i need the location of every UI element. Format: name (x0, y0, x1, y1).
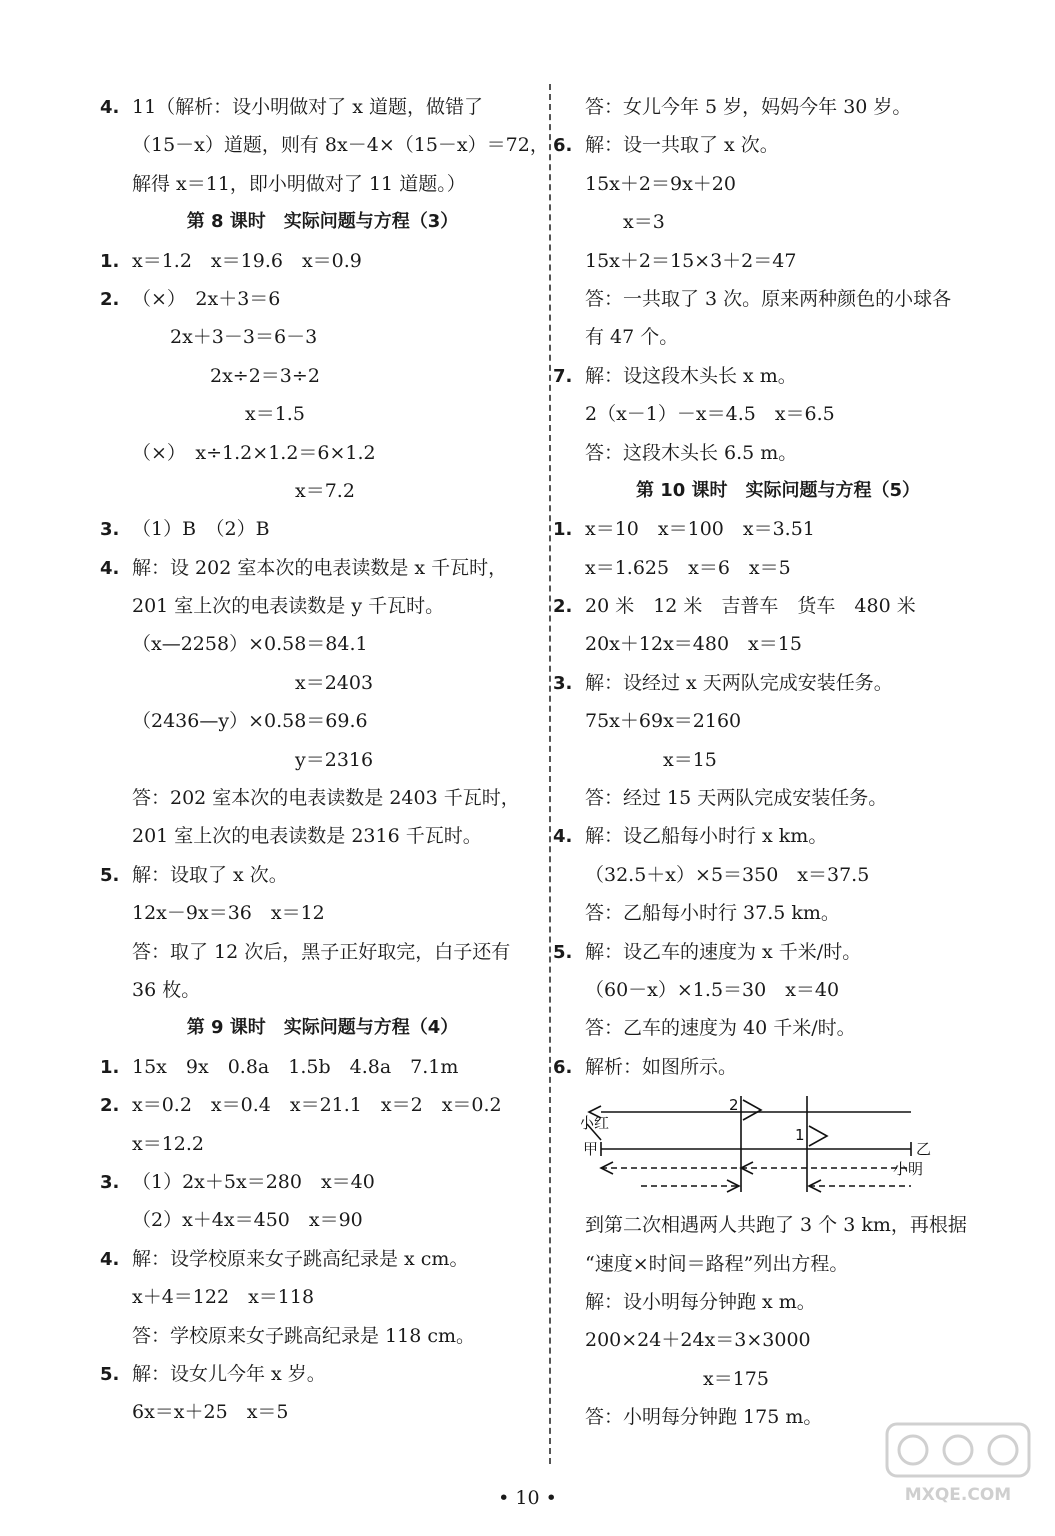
line-text: 答：取了 12 次后，黑子正好取完，白子还有 (132, 940, 511, 963)
text-line (553, 817, 1003, 855)
line-text: x＝10 x＝100 x＝3.51 (585, 518, 815, 541)
text-line (553, 434, 1003, 472)
text-line (553, 971, 1003, 1009)
line-text: （32.5＋x）×5＝350 x＝37.5 (585, 863, 870, 886)
text-line (553, 587, 1003, 625)
line-text: （×） x÷1.2×1.2＝6×1.2 (132, 441, 376, 464)
label-yi: 乙 (916, 1140, 932, 1159)
line-text: x＝3 (623, 211, 665, 234)
line-text: 2（x－1）－x＝4.5 x＝6.5 (585, 403, 835, 426)
text-line (100, 856, 545, 894)
line-text: 答：乙车的速度为 40 千米/时。 (585, 1017, 856, 1040)
item-number: 4. (100, 1248, 120, 1270)
mark-1: 1 (795, 1126, 805, 1145)
line-text: 6x＝x＋25 x＝5 (132, 1401, 289, 1424)
line-text: y＝2316 (295, 748, 374, 771)
line-text: 第 8 课时 实际问题与方程（3） (186, 211, 459, 233)
text-line (100, 817, 545, 855)
watermark-logo (883, 1418, 1033, 1508)
text-line (100, 318, 545, 356)
text-line (553, 165, 1003, 203)
line-text: （2）x＋4x＝450 x＝90 (132, 1209, 363, 1232)
line-text: 答：女儿今年 5 岁，妈妈今年 30 岁。 (585, 96, 912, 118)
text-line (100, 434, 545, 472)
right-column (553, 88, 1003, 1437)
line-text: 解：设取了 x 次。 (132, 863, 288, 886)
text-line (553, 280, 1003, 318)
line-text: （15－x）道题，则有 8x－4×（15－x）＝72， (132, 134, 549, 157)
text-line (100, 664, 545, 702)
section-heading (553, 472, 1003, 510)
line-text: 15x＋2＝15×3＋2＝47 (585, 249, 797, 272)
line-text: （60－x）×1.5＝30 x＝40 (585, 978, 840, 1001)
text-line (100, 971, 545, 1009)
text-line (553, 1206, 1003, 1244)
line-text: 解：设女儿今年 x 岁。 (132, 1362, 326, 1385)
left-column (100, 88, 549, 1432)
text-line (553, 702, 1003, 740)
line-text: （1）2x＋5x＝280 x＝40 (132, 1170, 375, 1193)
text-line (100, 1393, 545, 1431)
text-line (553, 88, 1003, 126)
line-text: x＝12.2 (132, 1132, 205, 1155)
text-line (553, 1048, 1003, 1086)
right-column-top (553, 88, 1003, 1086)
text-line (100, 1163, 545, 1201)
label-jia: 甲 (583, 1140, 599, 1159)
line-text: 答：学校原来女子跳高纪录是 118 cm。 (132, 1324, 476, 1347)
text-line (553, 318, 1003, 356)
label-xiaohong: 小红 (581, 1114, 610, 1133)
line-text: （1）B （2）B (132, 518, 270, 541)
item-number: 3. (553, 672, 573, 694)
line-text: （2436—y）×0.58＝69.6 (132, 710, 368, 733)
item-number: 3. (100, 1171, 120, 1193)
line-text: x＝2403 (295, 671, 374, 694)
line-text: 答：一共取了 3 次。原来两种颜色的小球各 (585, 287, 952, 310)
line-text: 答：经过 15 天两队完成安装任务。 (585, 787, 888, 810)
text-line (553, 1283, 1003, 1321)
line-text: 解：设学校原来女子跳高纪录是 x cm。 (132, 1247, 469, 1270)
item-number: 2. (553, 596, 573, 618)
text-line (100, 510, 545, 548)
line-text: x＝15 (663, 748, 717, 771)
item-number: 3. (100, 519, 120, 541)
item-number: 6. (553, 1056, 573, 1078)
text-line (100, 1240, 545, 1278)
text-line (100, 1278, 545, 1316)
item-number: 7. (553, 365, 573, 387)
line-text: 2x＋3－3＝6－3 (170, 326, 318, 349)
label-xiaoming: 小明 (893, 1160, 924, 1179)
line-text: 解析：如图所示。 (585, 1055, 738, 1078)
text-line (100, 472, 545, 510)
line-text: 201 室上次的电表读数是 y 千瓦时。 (132, 595, 445, 618)
text-line (100, 625, 545, 663)
line-text: 答：202 室本次的电表读数是 2403 千瓦时， (132, 787, 520, 810)
text-line (100, 1086, 545, 1124)
text-line (100, 1125, 545, 1163)
item-number: 1. (553, 519, 573, 541)
line-text: 解：设一共取了 x 次。 (585, 134, 779, 157)
line-text: 201 室上次的电表读数是 2316 千瓦时。 (132, 825, 482, 848)
text-line (100, 280, 545, 318)
text-line (553, 779, 1003, 817)
line-text: 200×24＋24x＝3×3000 (585, 1329, 811, 1352)
text-line (553, 1321, 1003, 1359)
text-line (553, 1009, 1003, 1047)
line-text: 75x＋69x＝2160 (585, 710, 742, 733)
text-line (553, 126, 1003, 164)
item-number: 6. (553, 135, 573, 157)
text-line (100, 1048, 545, 1086)
column-divider (549, 84, 551, 1464)
line-text: 到第二次相遇两人共跑了 3 个 3 km，再根据 (585, 1214, 967, 1237)
line-text: 答：乙船每小时行 37.5 km。 (585, 902, 840, 925)
line-text: 解：设 202 室本次的电表读数是 x 千瓦时， (132, 556, 508, 579)
text-line (100, 779, 545, 817)
line-text: （x—2258）×0.58＝84.1 (132, 633, 368, 656)
line-text: x＝1.5 (245, 403, 305, 426)
item-number: 4. (553, 826, 573, 848)
text-line (100, 1201, 545, 1239)
text-line (100, 1355, 545, 1393)
line-text: 有 47 个。 (585, 326, 679, 349)
text-line (553, 741, 1003, 779)
line-text: 20 米 12 米 吉普车 货车 480 米 (585, 595, 916, 618)
page-number: • 10 • (498, 1487, 557, 1509)
text-line (100, 587, 545, 625)
right-column-bottom (553, 1206, 1003, 1436)
text-line (553, 894, 1003, 932)
item-number: 1. (100, 250, 120, 272)
text-line (553, 933, 1003, 971)
section-heading (100, 1009, 545, 1047)
text-line (100, 357, 545, 395)
text-line (100, 126, 549, 164)
line-text: 答：这段木头长 6.5 m。 (585, 441, 798, 464)
line-text: 15x＋2＝9x＋20 (585, 172, 736, 195)
text-line (553, 625, 1003, 663)
text-line (553, 664, 1003, 702)
line-text: 解：设经过 x 天两队完成安装任务。 (585, 671, 893, 694)
item-number: 5. (100, 864, 120, 886)
line-text: x＋4＝122 x＝118 (132, 1286, 315, 1309)
line-text: 第 10 课时 实际问题与方程（5） (635, 479, 921, 501)
line-text: x＝7.2 (295, 479, 355, 502)
line-text: 解：设乙船每小时行 x km。 (585, 825, 828, 848)
text-line (100, 741, 545, 779)
line-text: 解：设乙车的速度为 x 千米/时。 (585, 940, 862, 963)
line-text: 解：设小明每分钟跑 x m。 (585, 1290, 816, 1313)
line-text: 解：设这段木头长 x m。 (585, 364, 797, 387)
text-line (553, 395, 1003, 433)
text-line (553, 549, 1003, 587)
line-text: 答：小明每分钟跑 175 m。 (585, 1406, 823, 1429)
text-line (553, 203, 1003, 241)
watermark-text: MXQE.COM (904, 1485, 1012, 1505)
running-diagram (581, 1092, 941, 1202)
line-text: 11（解析：设小明做对了 x 道题，做错了 (132, 96, 483, 118)
text-line (553, 510, 1003, 548)
text-line (553, 357, 1003, 395)
line-text: 第 9 课时 实际问题与方程（4） (186, 1017, 459, 1039)
item-number: 5. (553, 941, 573, 963)
line-text: 20x＋12x＝480 x＝15 (585, 633, 802, 656)
text-line (100, 242, 545, 280)
text-line (553, 1245, 1003, 1283)
item-number: 2. (100, 1095, 120, 1117)
item-number: 1. (100, 1056, 120, 1078)
item-number: 2. (100, 288, 120, 310)
line-text: 解得 x＝11，即小明做对了 11 道题。） (132, 172, 466, 195)
line-text: 12x－9x＝36 x＝12 (132, 902, 325, 925)
line-text: x＝175 (703, 1367, 769, 1390)
line-text: 36 枚。 (132, 978, 201, 1001)
line-text: “速度×时间＝路程”列出方程。 (585, 1252, 849, 1275)
text-line (553, 242, 1003, 280)
text-line (553, 856, 1003, 894)
section-heading (100, 203, 545, 241)
text-line (100, 1317, 545, 1355)
item-number: 5. (100, 1363, 120, 1385)
text-line (100, 165, 545, 203)
text-line (100, 88, 545, 126)
line-text: x＝1.2 x＝19.6 x＝0.9 (132, 249, 362, 272)
text-line (100, 894, 545, 932)
text-line (100, 395, 545, 433)
item-number: 4. (100, 97, 120, 118)
item-number: 4. (100, 557, 120, 579)
line-text: x＝0.2 x＝0.4 x＝21.1 x＝2 x＝0.2 (132, 1094, 502, 1117)
text-line (553, 1360, 1003, 1398)
text-line (100, 702, 545, 740)
line-text: x＝1.625 x＝6 x＝5 (585, 556, 791, 579)
line-text: 15x 9x 0.8a 1.5b 4.8a 7.1m (132, 1055, 459, 1078)
mark-2: 2 (729, 1096, 739, 1115)
text-line (100, 549, 545, 587)
line-text: 2x÷2＝3÷2 (210, 364, 320, 387)
text-line (100, 933, 545, 971)
line-text: （×） 2x＋3＝6 (132, 287, 281, 310)
